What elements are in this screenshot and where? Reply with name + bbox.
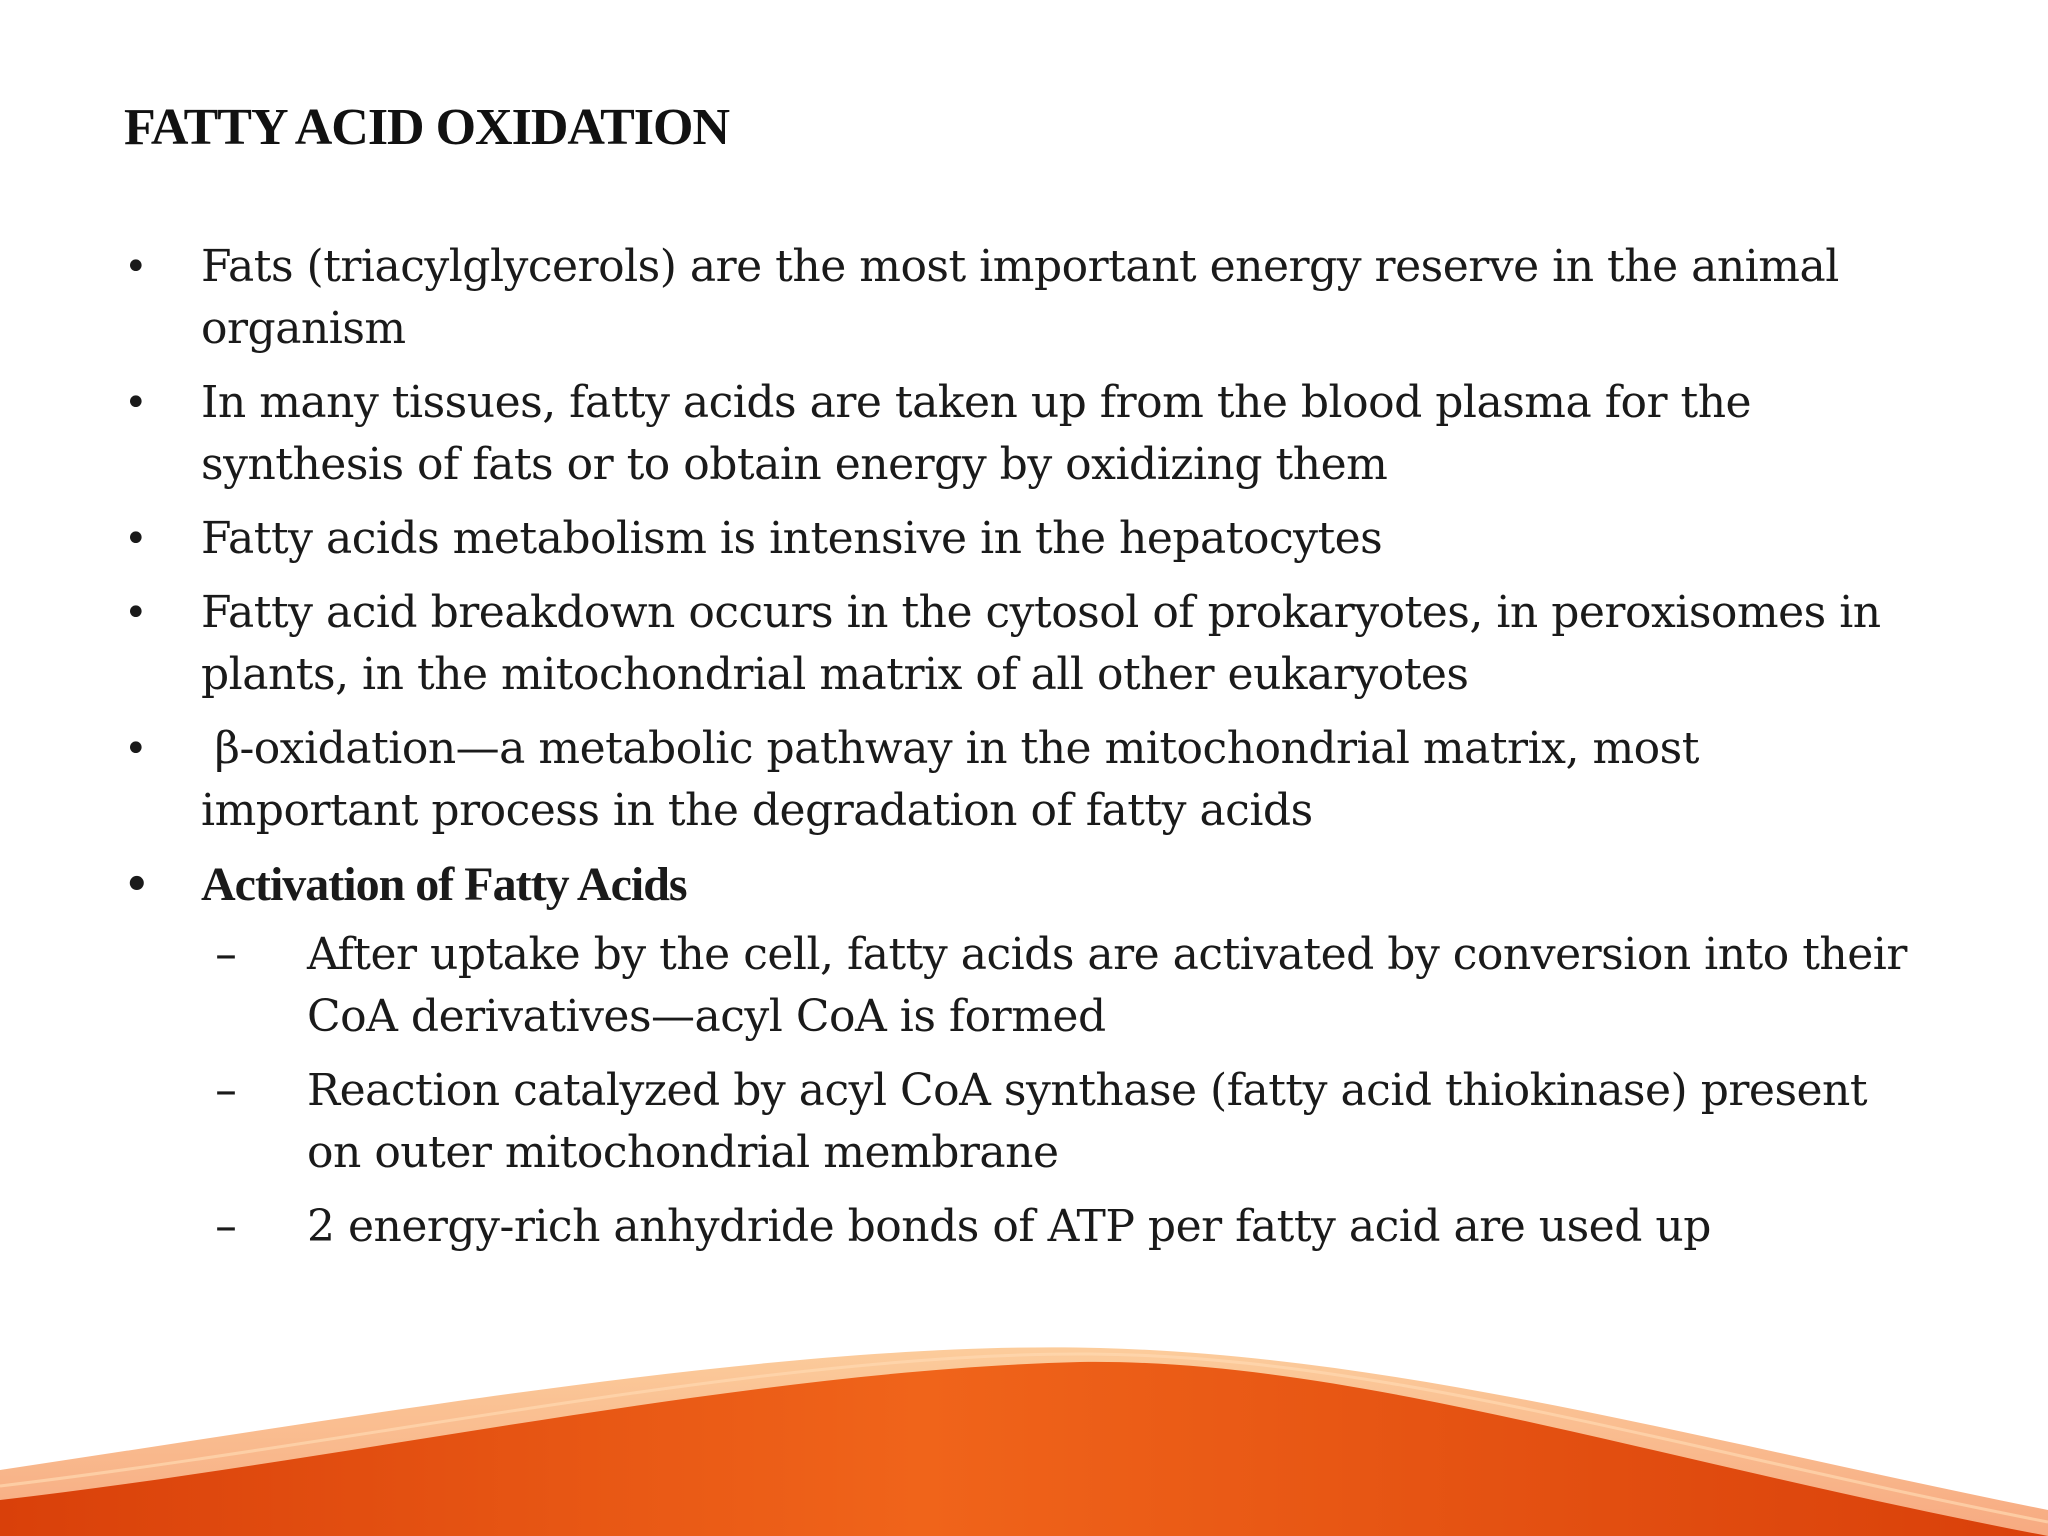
bullet-list bbox=[124, 236, 1924, 1270]
bullet-dot-icon: • bbox=[124, 380, 148, 426]
sub-bullet-text: 2 energy-rich anhydride bonds of ATP per fatty acid are used up bbox=[307, 1201, 1711, 1252]
bullet-text: Fatty acids metabolism is intensive in the hepatocytes bbox=[201, 513, 1383, 564]
bullet-dot-icon: • bbox=[124, 726, 148, 772]
bullet-text: In many tissues, fatty acids are taken up from the blood plasma for the synthesis of fats or to obtain energy by oxidizing them bbox=[201, 377, 1752, 490]
sub-bullet-item bbox=[215, 1196, 1924, 1258]
bullet-heading-text: Activation of Fatty Acids bbox=[201, 858, 687, 911]
dash-icon: – bbox=[215, 1201, 237, 1252]
bullet-dot-icon: • bbox=[124, 590, 148, 636]
bullet-text: β-oxidation—a metabolic pathway in the mitochondrial matrix, most important process in the degradation of fatty acids bbox=[201, 723, 1713, 836]
bullet-item bbox=[124, 372, 1924, 496]
bullet-dot-icon: • bbox=[124, 516, 148, 562]
sub-bullet-text: After uptake by the cell, fatty acids are activated by conversion into their CoA derivatives—acyl CoA is formed bbox=[307, 929, 1907, 1042]
dash-icon: – bbox=[215, 1065, 237, 1116]
slide-title: FATTY ACID OXIDATION bbox=[124, 99, 730, 156]
dash-icon: – bbox=[215, 929, 237, 980]
bullet-item bbox=[124, 508, 1924, 570]
sub-bullet-text: Reaction catalyzed by acyl CoA synthase (fatty acid thiokinase) present on outer mitochondrial membrane bbox=[307, 1065, 1868, 1178]
sub-bullet-item bbox=[215, 924, 1924, 1048]
bullet-item bbox=[124, 582, 1924, 706]
bullet-item bbox=[124, 718, 1924, 842]
bullet-dot-icon: • bbox=[124, 862, 149, 908]
bullet-text: Fatty acid breakdown occurs in the cytosol of prokaryotes, in peroxisomes in plants, in the mitochondrial matrix of all other eukaryotes bbox=[201, 587, 1881, 700]
bullet-item-heading bbox=[124, 854, 1924, 1258]
sub-bullet-item bbox=[215, 1060, 1924, 1184]
orange-wave-decoration bbox=[0, 1300, 2048, 1536]
sub-bullet-list bbox=[215, 924, 1924, 1258]
bullet-item bbox=[124, 236, 1924, 360]
bullet-text: Fats (triacylglycerols) are the most important energy reserve in the animal organism bbox=[201, 241, 1839, 354]
bullet-dot-icon: • bbox=[124, 244, 148, 290]
